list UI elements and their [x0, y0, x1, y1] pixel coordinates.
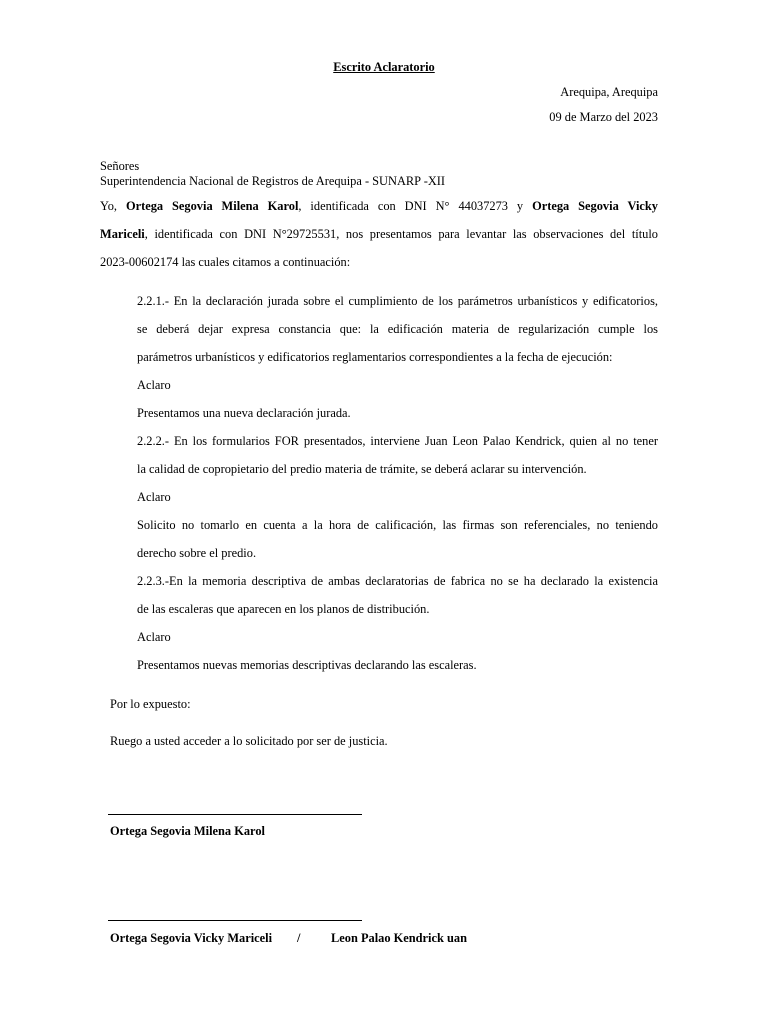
- observation-2-line-1: 2.2.2.- En los formularios FOR presentados, interviene Juan Leon Palao Kendrick, quien al no tener: [137, 434, 658, 448]
- observation-2-line-2: la calidad de copropietario del predio materia de trámite, se deberá aclarar su intervención.: [137, 462, 587, 476]
- date: 09 de Marzo del 2023: [549, 110, 658, 124]
- signature-name-2: Ortega Segovia Vicky Mariceli: [110, 931, 273, 945]
- observation-2-response-line-1: Solicito no tomarlo en cuenta a la hora de calificación, las firmas son referenciales, no teniendo: [137, 518, 658, 532]
- observation-3-line-2: de las escaleras que aparecen en los planos de distribución.: [137, 602, 430, 616]
- observation-3-line-1: 2.2.3.-En la memoria descriptiva de ambas declaratorias de fabrica no se ha declarado la existencia: [137, 574, 658, 588]
- closing-ruego: Ruego a usted acceder a lo solicitado por ser de justicia.: [110, 734, 388, 748]
- document-title: Escrito Aclaratorio: [333, 60, 435, 74]
- observation-1-line-3: parámetros urbanísticos y edificatorios reglamentarios correspondientes a la fecha de ejecución:: [137, 350, 613, 364]
- signature-name-3: Leon Palao Kendrick uan: [331, 931, 467, 945]
- addressee-institution: Superintendencia Nacional de Registros de Arequipa - SUNARP -XII: [100, 174, 446, 188]
- observation-1-label: Aclaro: [137, 378, 171, 392]
- intro-line-3: 2023-00602174 las cuales citamos a continuación:: [100, 255, 351, 269]
- signature-separator: /: [297, 931, 301, 945]
- intro-line-1: Yo, Ortega Segovia Milena Karol, identificada con DNI N° 44037273 y Ortega Segovia Vicky: [100, 199, 658, 213]
- signature-name-1: Ortega Segovia Milena Karol: [110, 824, 265, 838]
- observation-3-label: Aclaro: [137, 630, 171, 644]
- applicant-name-2: Ortega Segovia Vicky: [532, 199, 658, 213]
- closing-expuesto: Por lo expuesto:: [110, 697, 191, 711]
- signature-line-2: [108, 920, 362, 921]
- intro-line-2: Mariceli, identificada con DNI N°29725531, nos presentamos para levantar las observaciones del título: [100, 227, 658, 241]
- signature-line-1: [108, 814, 362, 815]
- addressee-greeting: Señores: [100, 159, 140, 173]
- place: Arequipa, Arequipa: [560, 85, 658, 99]
- observation-1-line-2: se deberá dejar expresa constancia que: la edificación materia de regularización cumple los: [137, 322, 658, 336]
- observation-3-response: Presentamos nuevas memorias descriptivas declarando las escaleras.: [137, 658, 477, 672]
- observation-2-label: Aclaro: [137, 490, 171, 504]
- applicant-name-1: Ortega Segovia Milena Karol: [125, 199, 299, 213]
- observation-2-response-line-2: derecho sobre el predio.: [137, 546, 257, 560]
- observation-1-line-1: 2.2.1.- En la declaración jurada sobre el cumplimiento de los parámetros urbanísticos y edificatorios,: [137, 294, 658, 308]
- observation-1-response: Presentamos una nueva declaración jurada.: [137, 406, 351, 420]
